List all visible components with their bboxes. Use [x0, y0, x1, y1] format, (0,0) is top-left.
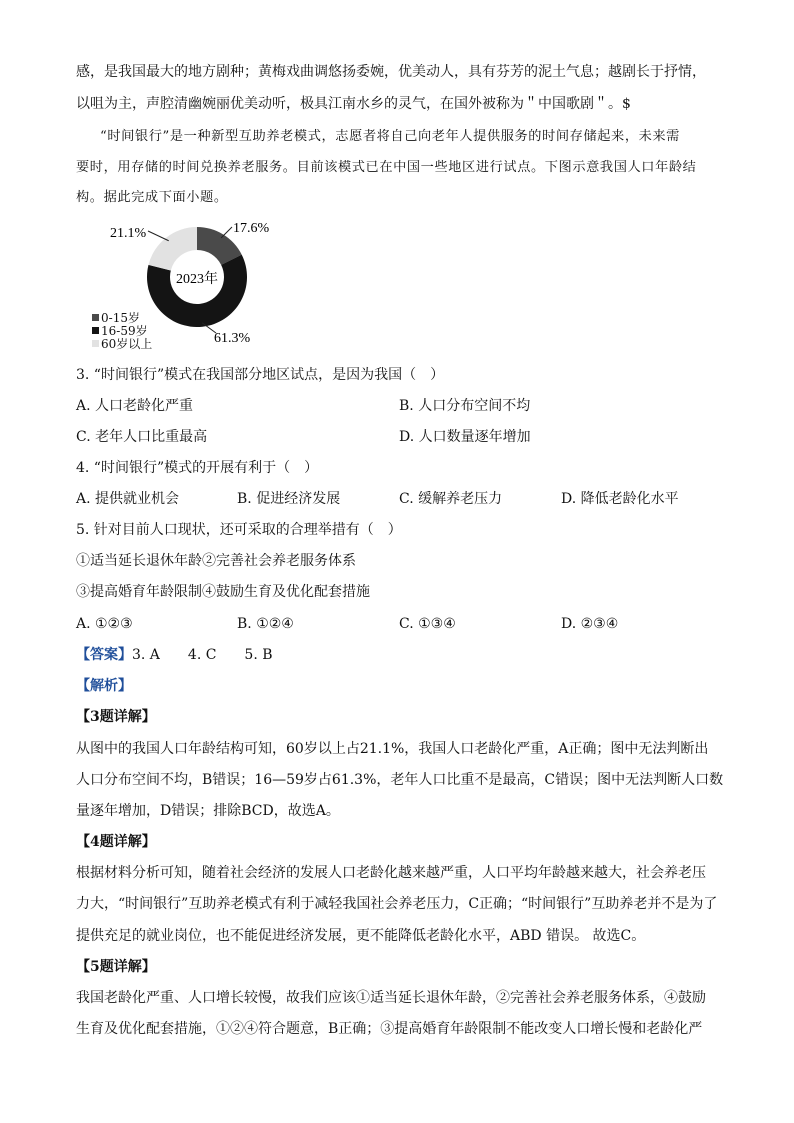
question-stem: 3. “时间银行”模式在我国部分地区试点，是因为我国（ ）: [76, 367, 445, 383]
detail-line: 量逐年增加，D错误；排除BCD，故选A。: [76, 803, 340, 819]
question-stem: 5. 针对目前人口现状，还可采取的合理举措有（ ）: [76, 522, 402, 538]
answer-line: [76, 645, 273, 665]
analysis-tag: 【解析】: [76, 678, 132, 694]
option-c[interactable]: C. ①③④: [399, 616, 456, 632]
intro-line: 要时，用存储的时间兑换养老服务。目前该模式已在中国一些地区进行试点。下图示意我国人口年龄结: [76, 160, 697, 175]
option-a[interactable]: A. 提供就业机会: [76, 491, 180, 507]
leader-line: [221, 227, 232, 238]
option-b[interactable]: B. 促进经济发展: [237, 491, 341, 507]
detail-line: 生育及优化配套措施，①②④符合题意，B正确；③提高婚育年龄限制不能改变人口增长慢和老龄化严: [76, 1021, 703, 1037]
slice-label-60-plus: 21.1%: [110, 226, 147, 241]
legend-item-60-plus: 60岁以上: [92, 338, 152, 351]
option-a[interactable]: A. 人口老龄化严重: [76, 398, 194, 414]
answer-tag: 【答案】: [76, 647, 132, 663]
detail-title: 【4题详解】: [76, 834, 156, 850]
legend-swatch: [92, 314, 99, 321]
passage-line: 感，是我国最大的地方剧种；黄梅戏曲调悠扬委婉，优美动人，具有芬芳的泥土气息；越剧长于抒情，: [76, 64, 706, 80]
option-c[interactable]: C. 缓解养老压力: [399, 491, 503, 507]
leader-line: [148, 231, 169, 241]
detail-title: 【5题详解】: [76, 959, 156, 975]
detail-line: 力大，“时间银行”互助养老模式有利于减轻我国社会养老压力，C正确；“时间银行”互助养老并不是为了: [76, 896, 718, 912]
detail-title: 【3题详解】: [76, 709, 156, 725]
detail-line: 我国老龄化严重、人口增长较慢，故我们应该①适当延长退休年龄，②完善社会养老服务体系，④鼓励: [76, 990, 706, 1006]
legend-swatch: [92, 327, 99, 334]
slice-60-plus: [148, 227, 197, 270]
legend-item-0-15: 0-15岁: [92, 312, 140, 325]
option-d[interactable]: D. 降低老龄化水平: [561, 491, 679, 507]
intro-line: 构。据此完成下面小题。: [76, 190, 228, 205]
detail-line: 人口分布空间不均，B错误；16—59岁占61.3%，老年人口比重不是最高，C错误；图中无法判断人口数: [76, 772, 724, 788]
slice-label-0-15: 17.6%: [233, 221, 270, 236]
option-d[interactable]: D. 人口数量逐年增加: [399, 429, 531, 445]
option-d[interactable]: D. ②③④: [561, 616, 619, 632]
legend-swatch: [92, 340, 99, 347]
chart-center-label: 2023年: [176, 272, 218, 287]
question-stem: 4. “时间银行”模式的开展有利于（ ）: [76, 460, 319, 476]
option-c[interactable]: C. 老年人口比重最高: [76, 429, 208, 445]
question-statements: ①适当延长退休年龄②完善社会养老服务体系: [76, 553, 356, 569]
answer-text: 3. A 4. C 5. B: [132, 647, 273, 663]
detail-line: 提供充足的就业岗位，也不能促进经济发展，更不能降低老龄化水平，ABD 错误。 故选C。: [76, 928, 646, 944]
passage-line: 以咀为主，声腔清幽婉丽优美动听，极具江南水乡的灵气，在国外被称为＂中国歌剧＂。$: [76, 96, 631, 112]
slice-label-16-59: 61.3%: [214, 331, 251, 346]
option-a[interactable]: A. ①②③: [76, 616, 133, 632]
detail-line: 根据材料分析可知，随着社会经济的发展人口老龄化越来越严重，人口平均年龄越来越大，社会养老压: [76, 865, 706, 881]
intro-line: “时间银行”是一种新型互助养老模式，志愿者将自己向老年人提供服务的时间存储起来，未来需: [100, 129, 680, 144]
option-b[interactable]: B. 人口分布空间不均: [399, 398, 531, 414]
legend-item-16-59: 16-59岁: [92, 325, 148, 338]
detail-line: 从图中的我国人口年龄结构可知，60岁以上占21.1%，我国人口老龄化严重，A正确；图中无法判断出: [76, 741, 709, 757]
question-statements: ③提高婚育年龄限制④鼓励生育及优化配套措施: [76, 584, 370, 600]
option-b[interactable]: B. ①②④: [237, 616, 294, 632]
